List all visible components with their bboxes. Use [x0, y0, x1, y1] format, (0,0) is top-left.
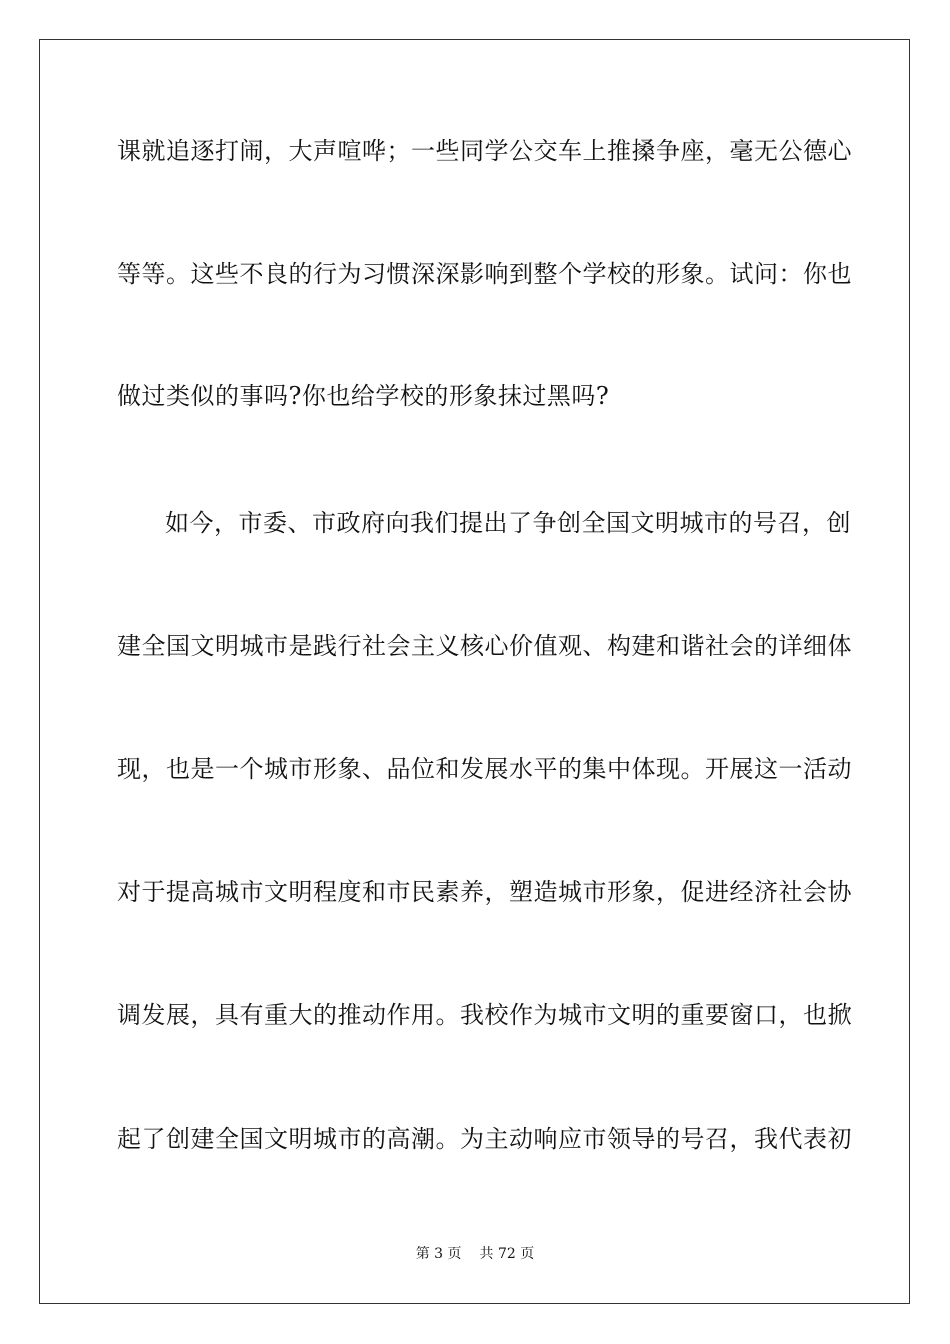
- body-text-line: 等等。这些不良的行为习惯深深影响到整个学校的形象。试问：你也: [117, 260, 852, 288]
- page-number: 第 3 页: [415, 1246, 462, 1262]
- paragraph-first-line: 如今，市委、市政府向我们提出了争创全国文明城市的号召，创: [165, 509, 851, 537]
- body-text-line: 现，也是一个城市形象、品位和发展水平的集中体现。开展这一活动: [117, 755, 852, 783]
- body-text-line: 做过类似的事吗?你也给学校的形象抹过黑吗?: [117, 382, 610, 410]
- body-text-line: 起了创建全国文明城市的高潮。为主动响应市领导的号召，我代表初: [117, 1125, 852, 1153]
- body-text-line: 课就追逐打闹，大声喧哗；一些同学公交车上推搡争座，毫无公德心: [117, 137, 852, 165]
- total-pages: 共 72 页: [479, 1246, 535, 1262]
- page-border: [39, 39, 910, 1304]
- body-text-line: 对于提高城市文明程度和市民素养，塑造城市形象，促进经济社会协: [117, 878, 852, 906]
- page-footer: [0, 1245, 950, 1263]
- body-text-line: 建全国文明城市是践行社会主义核心价值观、构建和谐社会的详细体: [117, 632, 852, 660]
- body-text-line: 调发展，具有重大的推动作用。我校作为城市文明的重要窗口，也掀: [117, 1001, 852, 1029]
